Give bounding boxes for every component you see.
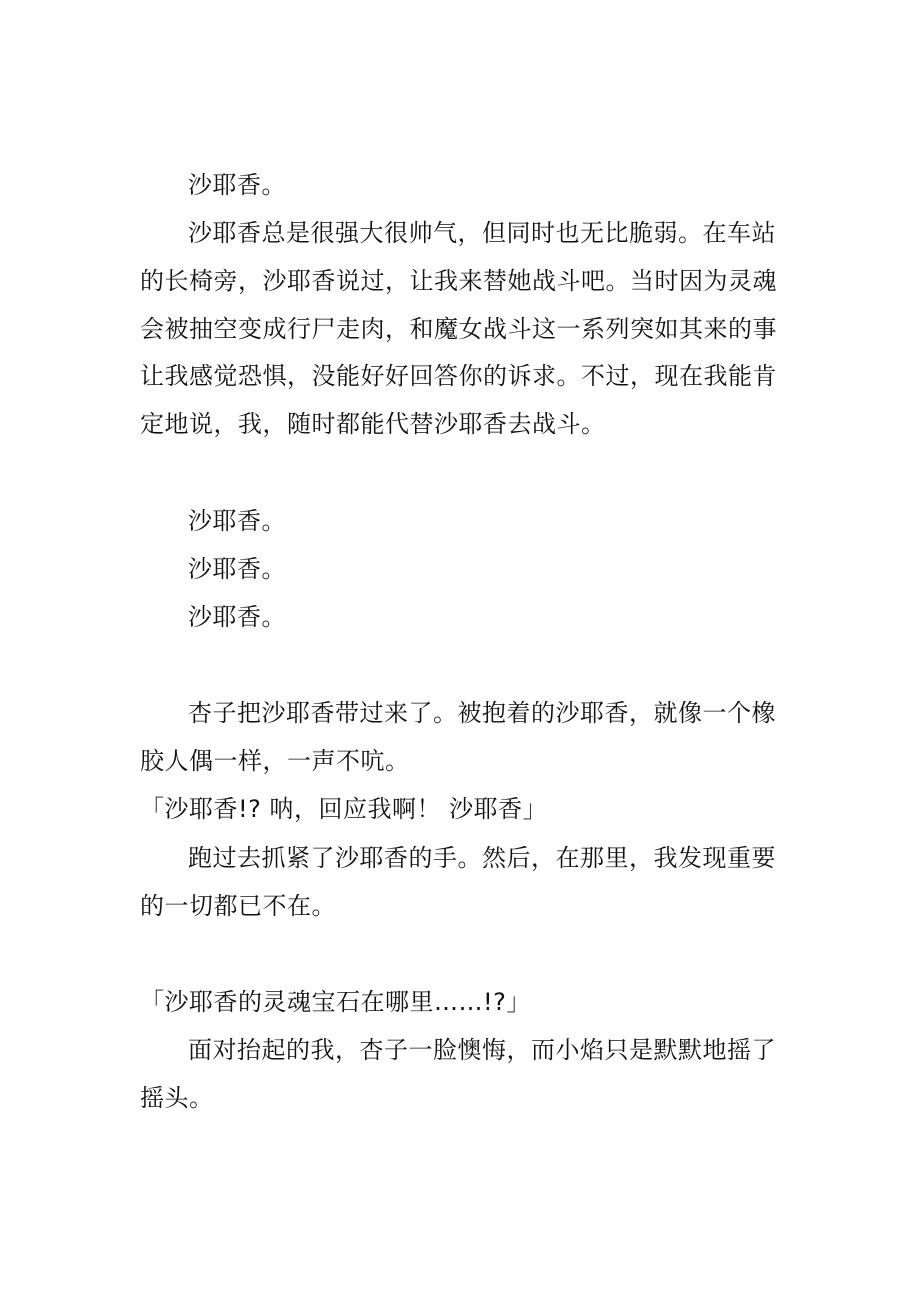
text-line: 定地说，我，随时都能代替沙耶香去战斗。 [140,410,606,438]
text-line: 跑过去抓紧了沙耶香的手。然后，在那里，我发现重要 [188,844,776,872]
text-line: 摇头。 [140,1084,214,1112]
dialogue-line: 「沙耶香!? 呐，回应我啊！ 沙耶香」 [140,795,548,823]
text-line: 杏子把沙耶香带过来了。被抱着的沙耶香，就像一个橡 [188,699,776,727]
text-line: 沙耶香总是很强大很帅气，但同时也无比脆弱。在车站 [188,219,776,247]
text-line: 胶人偶一样，一声不吭。 [140,747,410,775]
text-line: 的长椅旁，沙耶香说过，让我来替她战斗吧。当时因为灵魂 [140,267,777,295]
text-line: 沙耶香。 [188,555,286,583]
text-line: 的一切都已不在。 [140,892,336,920]
text-line: 会被抽空变成行尸走肉，和魔女战斗这一系列突如其来的事 [140,315,777,343]
text-line: 面对抬起的我，杏子一脸懊悔，而小焰只是默默地摇了 [188,1036,776,1064]
text-line: 沙耶香。 [188,603,286,631]
dialogue-line: 「沙耶香的灵魂宝石在哪里……!?」 [140,988,531,1016]
text-line: 沙耶香。 [188,171,286,199]
text-line: 沙耶香。 [188,507,286,535]
text-line: 让我感觉恐惧，没能好好回答你的诉求。不过，现在我能肯 [140,362,777,390]
